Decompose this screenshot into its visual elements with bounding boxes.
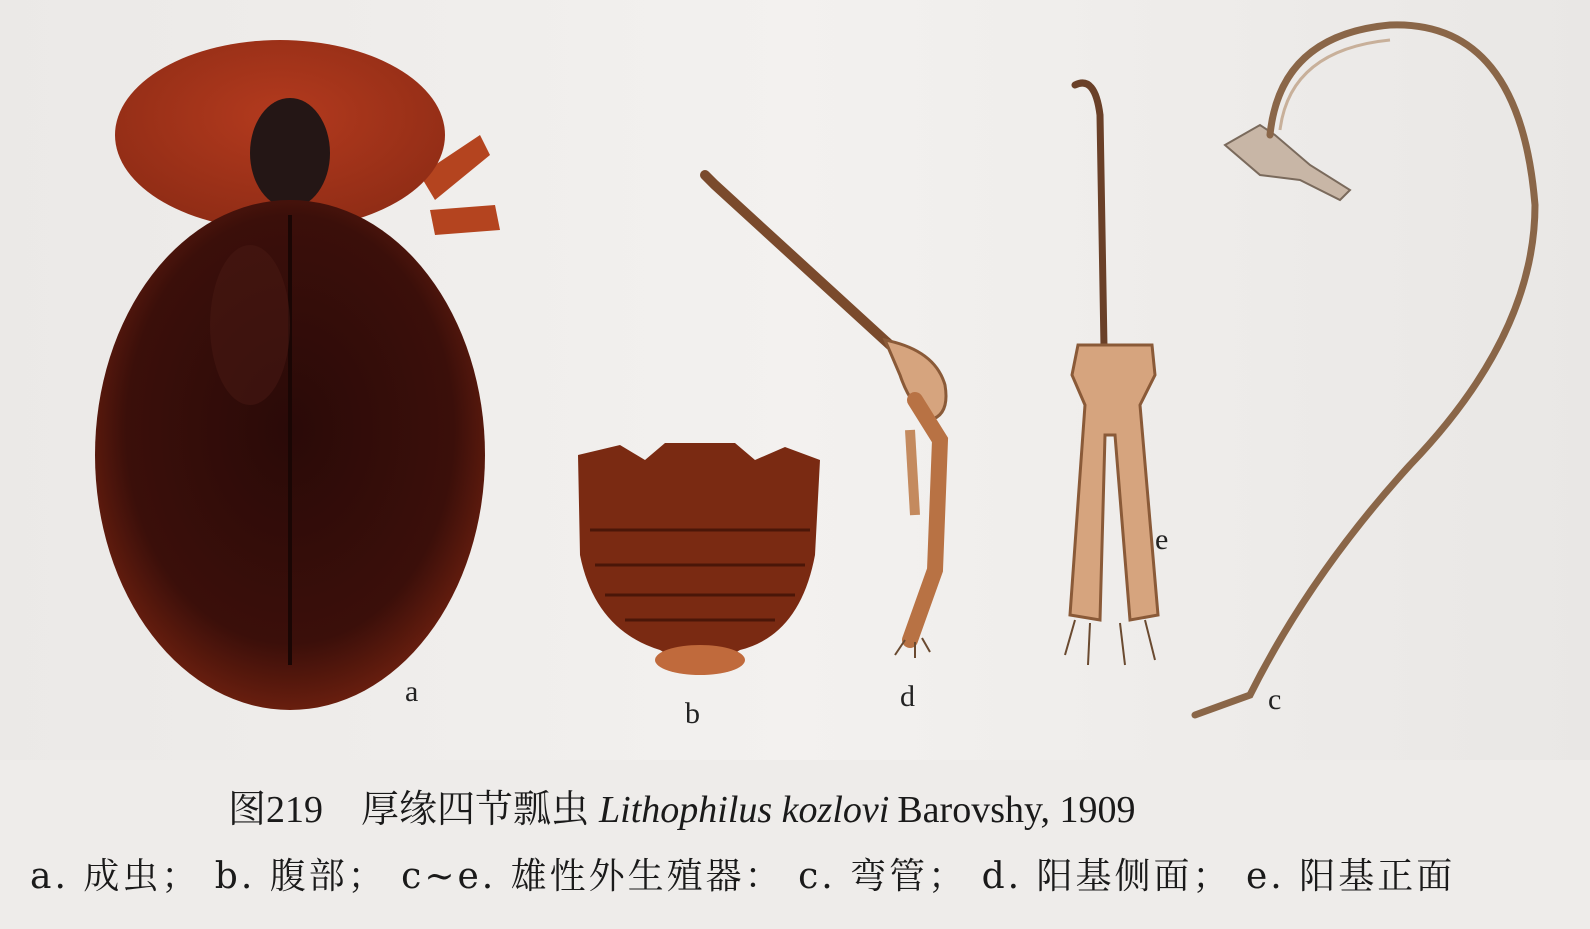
tegmen-ventral-illustration (1060, 75, 1180, 675)
figure-number: 图219 (228, 789, 324, 831)
panel-a-label: a (405, 675, 419, 708)
panel-a-adult-beetle (90, 25, 510, 715)
sipho-illustration (1190, 15, 1560, 725)
figure-legend: a. 成虫； b. 腹部； c~e. 雄性外生殖器： c. 弯管； d. 阳基侧面； e. 阳基正面 (30, 856, 1456, 897)
beetle-illustration (90, 25, 510, 715)
panel-e-label: e (1155, 523, 1169, 556)
panel-d-label: d (900, 680, 915, 713)
panel-c-label: c (1268, 683, 1282, 716)
panel-c-sipho (1190, 15, 1560, 725)
figure-caption (228, 778, 1136, 833)
species-authority: Barovshy, 1909 (897, 789, 1136, 831)
panel-d-tegmen-lateral (690, 170, 990, 713)
tegmen-lateral-illustration (690, 170, 990, 680)
panel-b-label: b (685, 697, 700, 730)
panel-e-tegmen-ventral (1060, 75, 1180, 675)
species-chinese-name: 厚缘四节瓢虫 (361, 789, 590, 831)
species-scientific-name: Lithophilus kozlovi (599, 789, 890, 831)
